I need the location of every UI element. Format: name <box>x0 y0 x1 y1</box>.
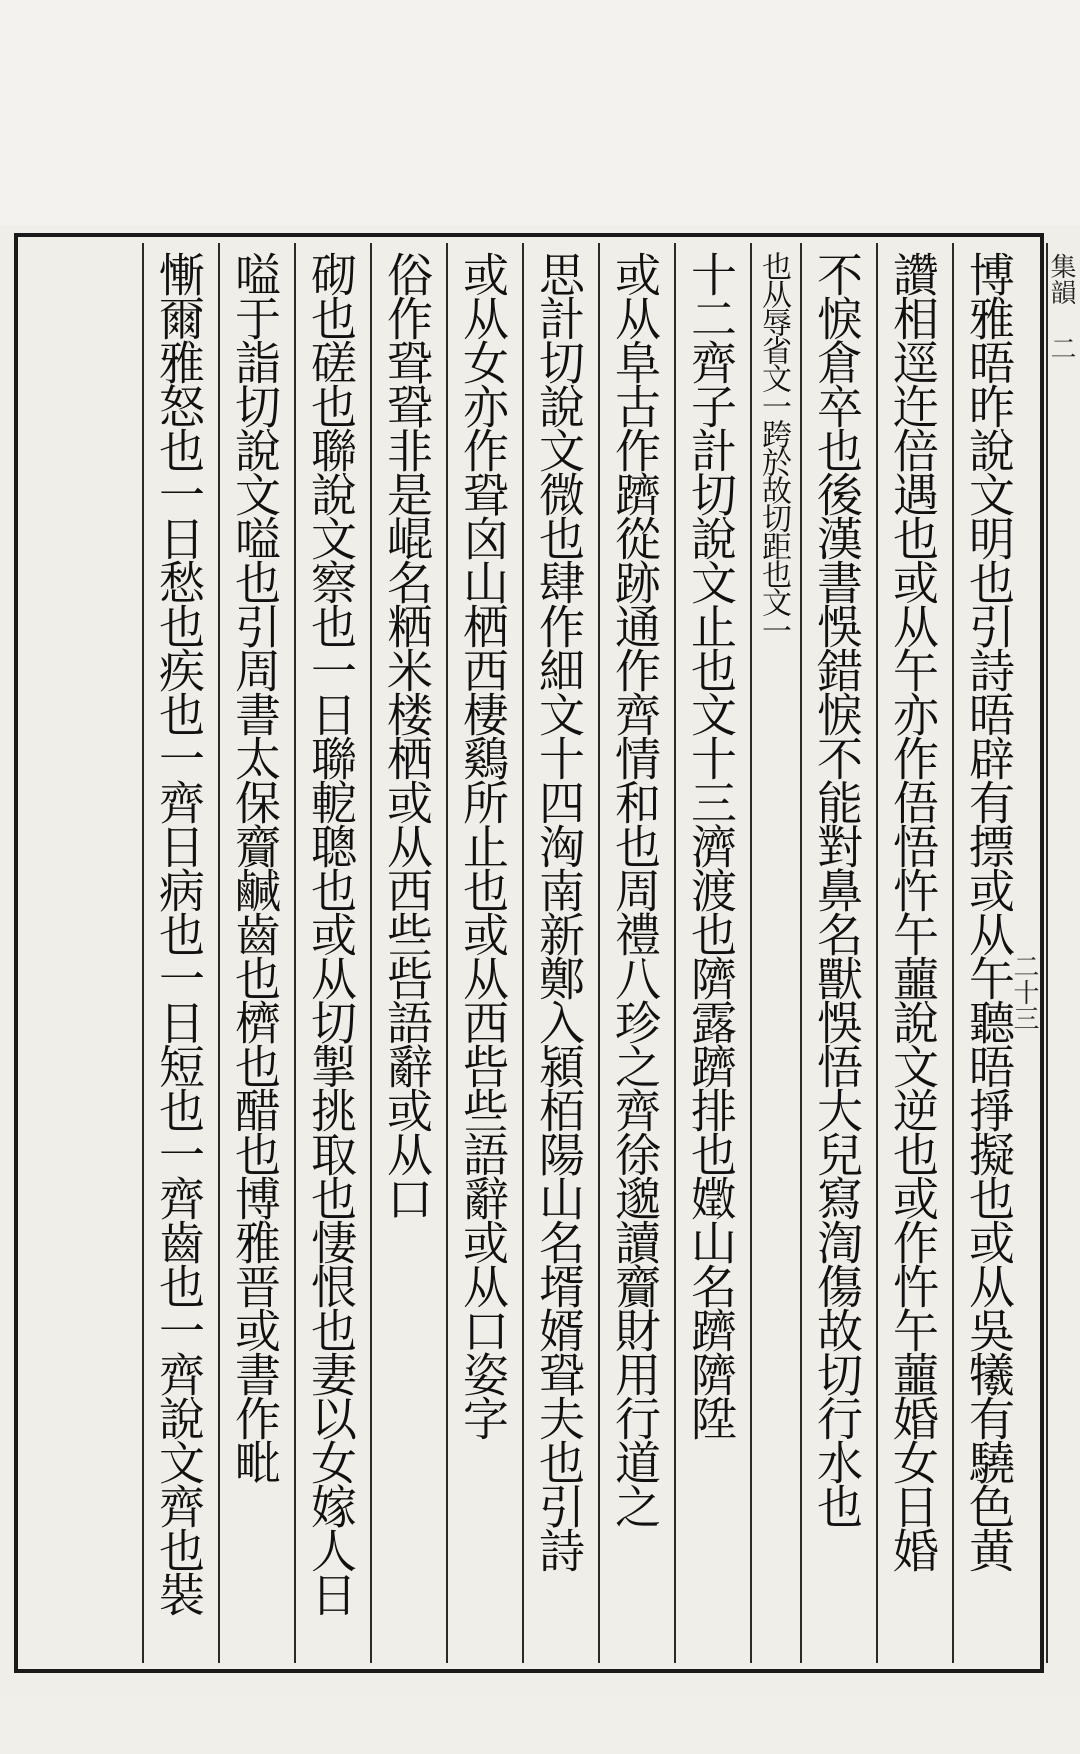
book-page <box>0 225 1080 1754</box>
text-column-6: 或从阜古作躋從跡通作齊情和也周禮八珍之齊徐邈讀齎財用行道之 <box>598 243 674 1663</box>
folio-number: 二十三 <box>1009 953 1039 1031</box>
text-column-4: 也从辱省文一跨於故切距也文一 <box>750 243 800 1663</box>
bottom-margin <box>0 1695 1080 1754</box>
text-column-1: 博雅晤昨說文明也引詩晤辟有摽或从午聽晤掙擬也或从吳犧有驍色黄 <box>952 243 1028 1663</box>
text-column-5: 十二齊子計切說文止也文十三濟渡也隮露躋排也嬍山名躋隮陞 <box>674 243 750 1663</box>
top-margin <box>0 0 1080 225</box>
text-column-12: 慚爾雅怒也一日愁也疾也一齊日病也一日短也一齊齒也一齊說文齊也裝 <box>142 243 218 1663</box>
text-column-10: 砌也磋也聯說文察也一日聯軶聰也或从切掣挑取也悽恨也妻以女嫁人日 <box>294 243 370 1663</box>
text-column-7: 思計切說文微也肆作細文十四洶南新鄭入潁栢陽山名壻婿聓夫也引詩 <box>522 243 598 1663</box>
page-margin-header <box>1009 243 1080 1663</box>
text-column-2: 讚相逕迕倍遇也或从午亦作俉悟忤午蘁說文逆也或作忤午蘁婚女日婚 <box>876 243 952 1663</box>
text-column-8: 或从女亦作聓囟山栖西棲鷄所止也或从西呰些語辭或从口姿字 <box>446 243 522 1663</box>
text-column-9: 俗作聓聓非是崐名粞米楼栖或从西些呰語辭或从口 <box>370 243 446 1663</box>
text-column-3: 不悷倉卒也後漢書悞錯悷不能對鼻名獸悞悟大兒寫渹傷故切行水也 <box>800 243 876 1663</box>
text-column-11: 嗌于詣切說文嗌也引周書太保齎鹹齒也櫅也醋也博雅晋或書作毗 <box>218 243 294 1663</box>
side-title: 集韻 二 <box>1046 253 1076 361</box>
text-columns <box>28 243 1028 1663</box>
